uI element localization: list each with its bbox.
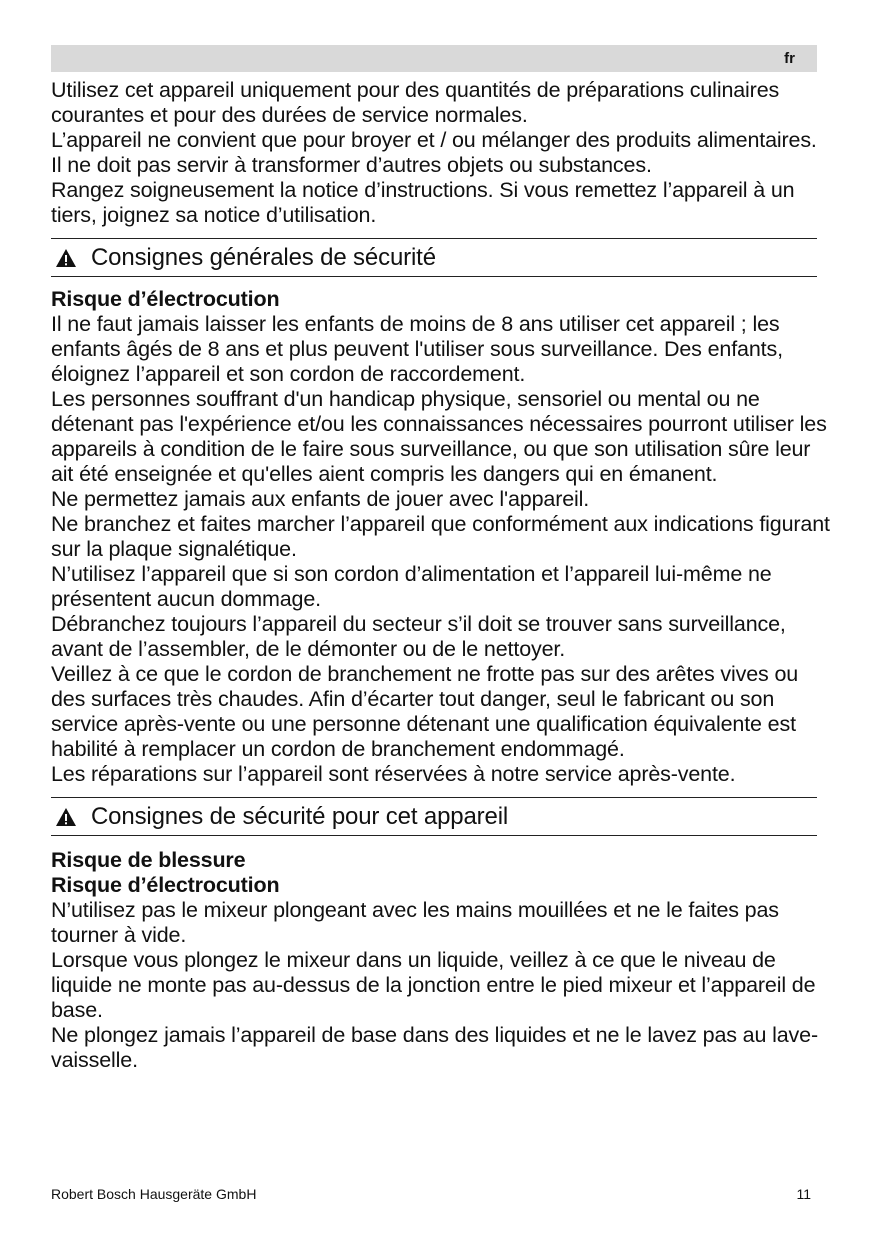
section-paragraph: N’utilisez pas le mixeur plongeant avec les mains mouillées et ne le faites pas tourner à vide. [51, 898, 779, 947]
section-heading-appliance-safety [51, 797, 817, 836]
section-paragraph: Ne permettez jamais aux enfants de jouer avec l'appareil. [51, 487, 590, 511]
section-paragraph: Lorsque vous plongez le mixeur dans un liquide, veillez à ce que le niveau de liquide ne monte pas au-dessus de la jonction entre le pied mixeur et l’appareil de base. [51, 948, 816, 1022]
section-paragraph: Veillez à ce que le cordon de branchement ne frotte pas sur des arêtes vives ou des surfaces très chaudes. Afin d’écarter tout danger, seul le fabricant ou son service après-vente ou une personne détenant une qualification équivalente est habilité à remplacer un cordon de branchement endommagé. [51, 662, 799, 761]
warning-triangle-icon [55, 248, 77, 268]
section-title: Consignes générales de sécurité [91, 244, 436, 271]
intro-paragraph: Utilisez cet appareil uniquement pour des quantités de préparations culinaires courantes et pour des durées de service normales. [51, 78, 780, 127]
footer-company: Robert Bosch Hausgeräte GmbH [51, 1186, 257, 1202]
section-subtitle: Risque d’électrocution [51, 873, 280, 897]
section-appliance-safety [51, 848, 831, 1073]
warning-triangle-icon [55, 807, 77, 827]
section-subtitle: Risque d’électrocution [51, 287, 280, 311]
section-paragraph: Ne branchez et faites marcher l’appareil que conformément aux indications figurant sur la plaque signalétique. [51, 512, 830, 561]
section-paragraph: N’utilisez l’appareil que si son cordon d’alimentation et l’appareil lui-même ne présentent aucun dommage. [51, 562, 772, 611]
section-paragraph: Les réparations sur l’appareil sont réservées à notre service après-vente. [51, 762, 736, 786]
section-paragraph: Il ne faut jamais laisser les enfants de moins de 8 ans utiliser cet appareil ; les enfants âgés de 8 ans et plus peuvent l'utiliser sous surveillance. Des enfants, éloignez l’appareil et son cordon de raccordement. [51, 312, 783, 386]
intro-block [51, 78, 831, 228]
section-paragraph: Ne plongez jamais l’appareil de base dans des liquides et ne le lavez pas au lave-vaisselle. [51, 1023, 818, 1072]
section-heading-general-safety [51, 238, 817, 277]
language-code: fr [784, 50, 795, 67]
section-general-safety [51, 287, 831, 787]
intro-paragraph: Rangez soigneusement la notice d’instructions. Si vous remettez l’appareil à un tiers, joignez sa notice d’utilisation. [51, 178, 795, 227]
page-content [51, 78, 831, 1073]
intro-paragraph: L’appareil ne convient que pour broyer et / ou mélanger des produits alimentaires. Il ne doit pas servir à transformer d’autres objets ou substances. [51, 128, 817, 177]
section-title: Consignes de sécurité pour cet appareil [91, 803, 509, 830]
section-subtitle: Risque de blessure [51, 848, 246, 872]
language-bar [51, 45, 817, 72]
section-paragraph: Débranchez toujours l’appareil du secteur s’il doit se trouver sans surveillance, avant de l’assembler, de le démonter ou de le nettoyer. [51, 612, 786, 661]
page-number: 11 [796, 1186, 811, 1202]
section-paragraph: Les personnes souffrant d'un handicap physique, sensoriel ou mental ou ne détenant pas l'expérience et/ou les connaissances nécessaires pourront utiliser les appareils à condition de le faire sous surveillance, ou que son utilisation sûre leur ait été enseignée et qu'elles aient compris les dangers qui en émanent. [51, 387, 827, 486]
page-footer [51, 1186, 811, 1202]
